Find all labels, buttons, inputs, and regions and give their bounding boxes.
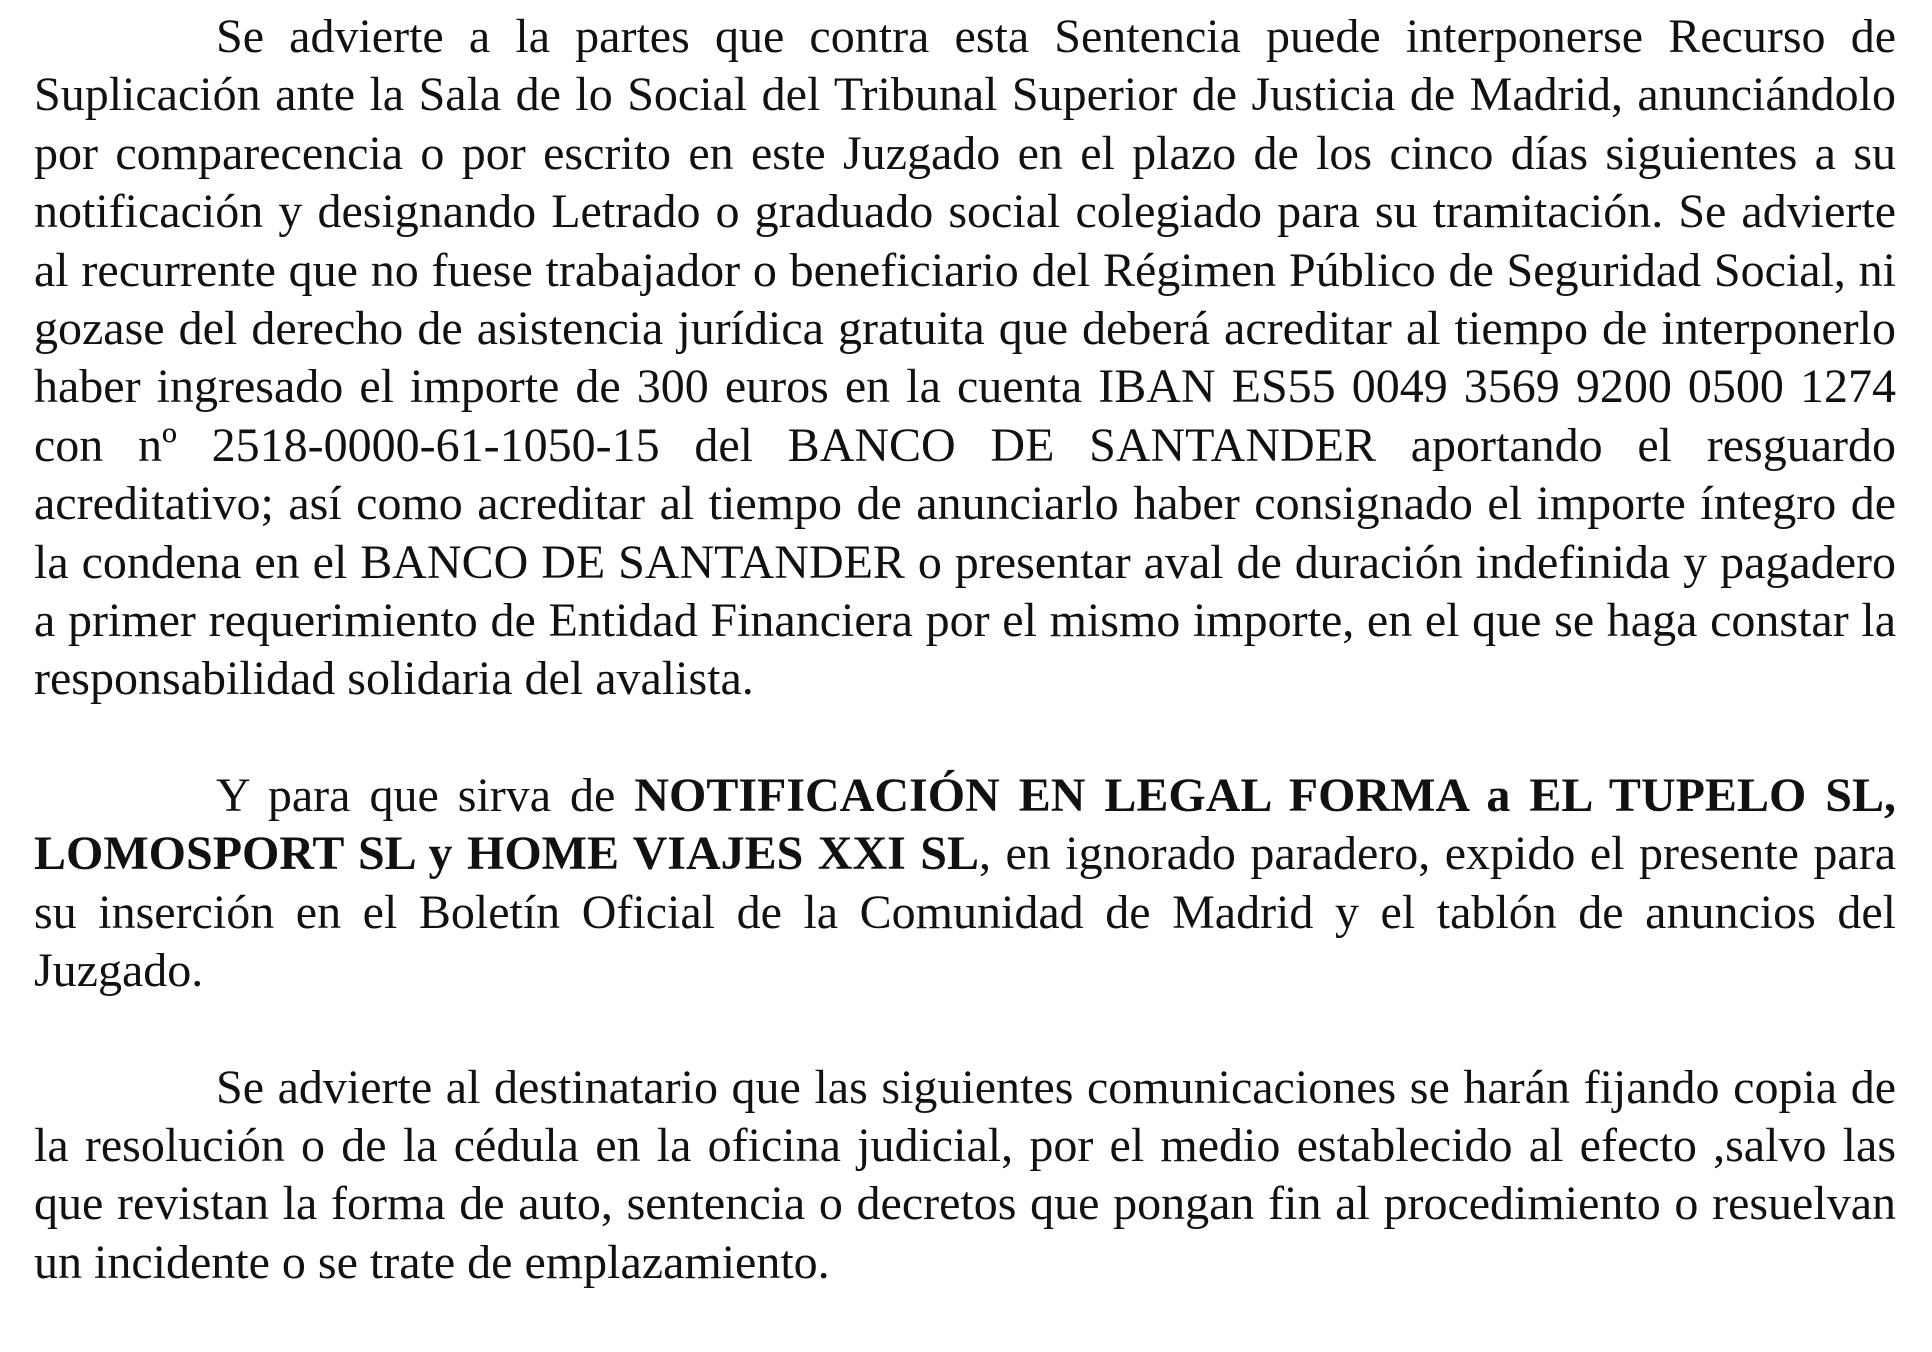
notification-tail-text: , en ignorado paradero, expido el presente para su inserción en el Boletín Oficial de la Comunidad de Madrid y el tablón de anuncios del Juzgado. — [34, 827, 1896, 998]
document-page — [34, 8, 1896, 1292]
notified-parties: NOTIFICACIÓN EN LEGAL FORMA a EL TUPELO SL, LOMOSPORT SL y HOME VIAJES XXI SL — [34, 768, 1896, 881]
communications-warning-paragraph: Se advierte al destinatario que las siguientes comunicaciones se harán fijando copia de la resolución o de la cédula en la oficina judicial, por el medio establecido al efecto ,salvo las que revistan la forma de auto, sentencia o decretos que pongan fin al procedimiento o resuelvan un incidente o se trate de emplazamiento. — [34, 1060, 1896, 1289]
appeal-notice-paragraph: Se advierte a la partes que contra esta Sentencia puede interponerse Recurso de Suplicación ante la Sala de lo Social del Tribunal Superior de Justicia de Madrid, anunciándolo por comparecencia o por escrito en este Juzgado en el plazo de los cinco días siguientes a su notificación y designando Letrado o graduado social colegiado para su tramitación. Se advierte al recurrente que no fuese trabajador o beneficiario del Régimen Público de Seguridad Social, ni gozase del derecho de asistencia jurídica gratuita que deberá acreditar al tiempo de interponerlo haber ingresado el importe de 300 euros en la cuenta IBAN ES55 0049 3569 9200 0500 1274 con nº 2518-0000-61-1050-15 del BANCO DE SANTANDER aportando el resguardo acreditativo; así como acreditar al tiempo de anunciarlo haber consignado el importe íntegro de la condena en el BANCO DE SANTANDER o presentar aval de duración indefinida y pagadero a primer requerimiento de Entidad Financiera por el mismo importe, en el que se haga constar la responsabilidad solidaria del avalista. — [34, 10, 1896, 706]
notification-paragraph — [34, 767, 1896, 1001]
notification-lead-text: Y para que sirva de — [216, 768, 635, 822]
